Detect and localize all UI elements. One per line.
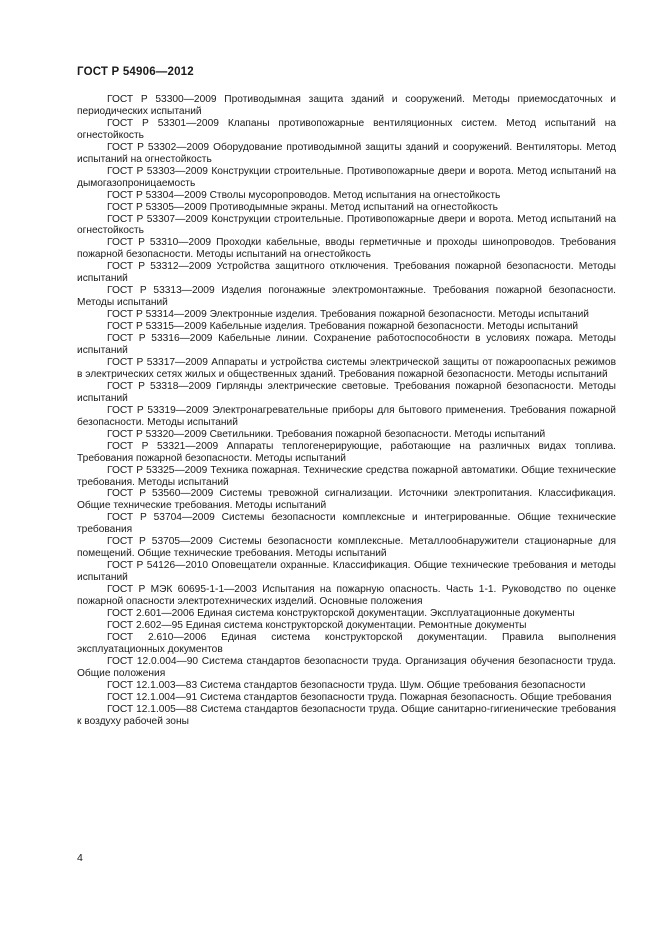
- reference-entry: ГОСТ Р 53312—2009 Устройства защитного отключения. Требования пожарной безопасности. Методы испытаний: [77, 261, 616, 285]
- reference-entry: ГОСТ Р 53301—2009 Клапаны противопожарные вентиляционных систем. Метод испытаний на огнестойкость: [77, 117, 616, 141]
- reference-entry: ГОСТ Р 53560—2009 Системы тревожной сигнализации. Источники электропитания. Классификация. Общие технические требования. Методы испытаний: [77, 488, 616, 512]
- normative-references-list: [77, 94, 616, 728]
- reference-entry: ГОСТ 2.602—95 Единая система конструкторской документации. Ремонтные документы: [107, 619, 527, 631]
- reference-entry: ГОСТ Р 53320—2009 Светильники. Требования пожарной безопасности. Методы испытаний: [107, 428, 546, 440]
- reference-entry: ГОСТ Р 53314—2009 Электронные изделия. Требования пожарной безопасности. Методы испытаний: [107, 309, 589, 321]
- reference-entry: ГОСТ Р 54126—2010 Оповещатели охранные. Классификация. Общие технические требования и методы испытаний: [77, 560, 616, 584]
- reference-entry: ГОСТ Р 53325—2009 Техника пожарная. Технические средства пожарной автоматики. Общие технические требования. Методы испытаний: [77, 464, 616, 488]
- reference-entry: ГОСТ Р 53300—2009 Противодымная защита зданий и сооружений. Методы приемосдаточных и периодических испытаний: [77, 94, 616, 117]
- reference-entry: ГОСТ Р 53318—2009 Гирлянды электрические световые. Требования пожарной безопасности. Методы испытаний: [77, 380, 616, 404]
- reference-entry: ГОСТ Р 53303—2009 Конструкции строительные. Противопожарные двери и ворота. Метод испытаний на дымогазопроницаемость: [77, 165, 616, 189]
- reference-entry: ГОСТ 12.1.003—83 Система стандартов безопасности труда. Шум. Общие требования безопасности: [107, 679, 586, 691]
- reference-entry: ГОСТ Р 53315—2009 Кабельные изделия. Требования пожарной безопасности. Методы испытаний: [107, 321, 579, 333]
- reference-entry: ГОСТ Р 53304—2009 Стволы мусоропроводов. Метод испытания на огнестойкость: [107, 189, 501, 201]
- reference-entry: ГОСТ Р 53317—2009 Аппараты и устройства системы электрической защиты от пожароопасных режимов в электрических сетях жилых и общественных зданий. Требования пожарной безопасности. Методы испытаний: [77, 356, 616, 380]
- reference-entry: ГОСТ Р 53319—2009 Электронагревательные приборы для бытового применения. Требования пожарной безопасности. Методы испытаний: [77, 404, 616, 428]
- reference-entry: ГОСТ 2.610—2006 Единая система конструкторской документации. Правила выполнения эксплуатационных документов: [77, 631, 616, 655]
- reference-entry: ГОСТ Р 53316—2009 Кабельные линии. Сохранение работоспособности в условиях пожара. Методы испытаний: [77, 333, 616, 357]
- reference-entry: ГОСТ 12.1.004—91 Система стандартов безопасности труда. Пожарная безопасность. Общие требования: [107, 691, 612, 703]
- document-header-code: ГОСТ Р 54906—2012: [77, 66, 194, 78]
- reference-entry: ГОСТ Р 53305—2009 Противодымные экраны. Метод испытаний на огнестойкость: [107, 201, 498, 213]
- page-number: 4: [77, 852, 83, 864]
- reference-entry: ГОСТ Р 53704—2009 Системы безопасности комплексные и интегрированные. Общие технические требования: [77, 512, 616, 536]
- reference-entry: ГОСТ Р 53307—2009 Конструкции строительные. Противопожарные двери и ворота. Метод испытаний на огнестойкость: [77, 213, 616, 237]
- reference-entry: ГОСТ Р 53310—2009 Проходки кабельные, вводы герметичные и проходы шинопроводов. Требования пожарной безопасности. Методы испытаний на огнестойкость: [77, 237, 616, 261]
- reference-entry: ГОСТ Р 53302—2009 Оборудование противодымной защиты зданий и сооружений. Вентиляторы. Метод испытаний на огнестойкость: [77, 141, 616, 165]
- reference-entry: ГОСТ 12.1.005—88 Система стандартов безопасности труда. Общие санитарно-гигиенические требования к воздуху рабочей зоны: [77, 703, 616, 727]
- reference-entry: ГОСТ Р 53321—2009 Аппараты теплогенерирующие, работающие на различных видах топлива. Требования пожарной безопасности. Методы испытаний: [77, 440, 616, 464]
- reference-entry: ГОСТ 2.601—2006 Единая система конструкторской документации. Эксплуатационные документы: [107, 607, 575, 619]
- reference-entry: ГОСТ 12.0.004—90 Система стандартов безопасности труда. Организация обучения безопасности труда. Общие положения: [77, 655, 616, 679]
- reference-entry: ГОСТ Р МЭК 60695-1-1—2003 Испытания на пожарную опасность. Часть 1-1. Руководство по оценке пожарной опасности электротехнических изделий. Основные положения: [77, 584, 616, 608]
- reference-entry: ГОСТ Р 53705—2009 Системы безопасности комплексные. Металлообнаружители стационарные для помещений. Общие технические требования. Методы испытаний: [77, 536, 616, 560]
- reference-entry: ГОСТ Р 53313—2009 Изделия погонажные электромонтажные. Требования пожарной безопасности. Методы испытаний: [77, 285, 616, 309]
